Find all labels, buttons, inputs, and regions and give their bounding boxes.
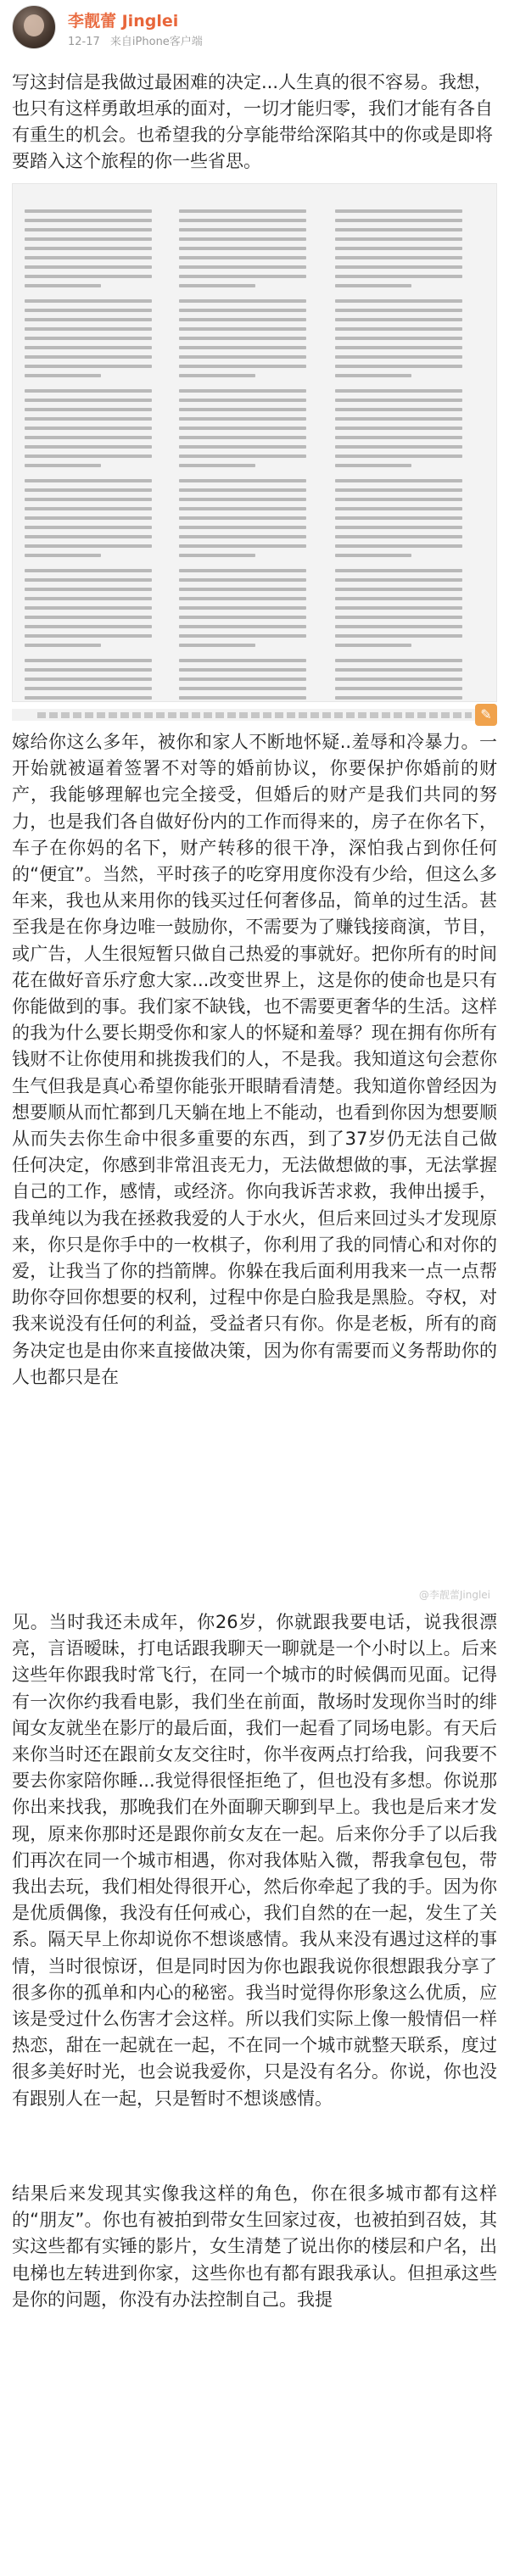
letter-line xyxy=(335,265,462,269)
letter-line xyxy=(25,228,152,231)
letter-line xyxy=(25,644,101,647)
letter-line xyxy=(25,625,152,628)
letter-line xyxy=(335,374,411,377)
letter-line xyxy=(179,616,306,619)
letter-line xyxy=(25,436,152,439)
letter-line xyxy=(335,219,462,222)
letter-line xyxy=(179,209,306,213)
letter-line xyxy=(179,256,306,259)
letter-line xyxy=(179,436,306,439)
letter-line xyxy=(335,644,411,647)
letter-line xyxy=(179,365,306,368)
letter-line xyxy=(179,299,306,303)
image-divider xyxy=(12,702,497,729)
letter-line xyxy=(25,374,101,377)
letter-line xyxy=(25,578,152,582)
letter-line xyxy=(25,219,152,222)
letter-line xyxy=(179,526,306,529)
letter-line xyxy=(335,687,462,690)
letter-line xyxy=(25,498,152,501)
letter-line xyxy=(335,355,462,359)
letter-line xyxy=(335,677,462,681)
letter-line xyxy=(25,569,152,572)
letter-line xyxy=(179,535,306,538)
letter-line xyxy=(25,417,152,421)
letter-line xyxy=(179,516,306,520)
letter-line xyxy=(25,588,152,591)
letter-line xyxy=(179,399,306,402)
letter-line xyxy=(335,544,462,548)
letter-line xyxy=(25,687,152,690)
user-name[interactable]: 李靓蕾 Jinglei xyxy=(68,12,179,31)
letter-line xyxy=(25,479,152,482)
letter-line xyxy=(179,427,306,430)
letter-line xyxy=(25,454,152,458)
letter-line xyxy=(179,597,306,600)
letter-line xyxy=(179,327,306,331)
letter-line xyxy=(335,299,462,303)
letter-line xyxy=(179,284,255,287)
letter-line xyxy=(179,578,306,582)
letter-line xyxy=(179,318,306,321)
letter-line xyxy=(179,374,255,377)
letter-line xyxy=(25,346,152,349)
watermark: @李靓蕾Jinglei xyxy=(418,1589,490,1601)
letter-line xyxy=(25,327,152,331)
letter-line xyxy=(25,606,152,610)
letter-line xyxy=(179,479,306,482)
letter-line xyxy=(335,507,462,510)
letter-line xyxy=(25,309,152,312)
letter-line xyxy=(179,606,306,610)
letter-column xyxy=(179,209,306,702)
letter-line xyxy=(25,507,152,510)
letter-line xyxy=(25,408,152,411)
letter-line xyxy=(179,507,306,510)
letter-line xyxy=(335,616,462,619)
letter-line xyxy=(25,535,152,538)
letter-column xyxy=(25,209,152,702)
letter-line xyxy=(25,445,152,449)
letter-line xyxy=(179,687,306,690)
letter-line xyxy=(179,346,306,349)
letter-line xyxy=(25,247,152,250)
letter-line xyxy=(25,488,152,492)
letter-line xyxy=(335,417,462,421)
letter-line xyxy=(179,237,306,241)
letter-line xyxy=(179,355,306,359)
paragraph-3: 结果后来发现其实像我这样的角色，你在很多城市都有这样的“朋友”。你也有被拍到带女生回家过夜，也被拍到召妓，其实这些都有实锤的影片，女生清楚了说出你的楼层和户名，出电梯也左转进到你家，这些你也有都有跟我承认。但担承这些是你的问题，你没有办法控制自己。我提 xyxy=(12,2183,497,2310)
letter-line xyxy=(179,389,306,393)
letter-line xyxy=(335,554,411,557)
letter-line xyxy=(179,228,306,231)
letter-line xyxy=(25,399,152,402)
letter-line xyxy=(179,219,306,222)
post-date: 12-17 xyxy=(68,36,100,48)
letter-line xyxy=(335,237,462,241)
letter-line xyxy=(25,284,101,287)
letter-line xyxy=(25,427,152,430)
letter-line xyxy=(335,498,462,501)
letter-line xyxy=(335,445,462,449)
letter-line xyxy=(25,464,101,467)
letter-line xyxy=(335,696,462,700)
letter-line xyxy=(25,299,152,303)
letter-line xyxy=(179,309,306,312)
letter-line xyxy=(25,668,152,672)
letter-line xyxy=(335,516,462,520)
letter-line xyxy=(335,284,411,287)
letter-line xyxy=(335,275,462,278)
letter-line xyxy=(25,389,152,393)
letter-line xyxy=(335,247,462,250)
letter-line xyxy=(25,696,152,700)
post-header xyxy=(0,0,509,64)
letter-line xyxy=(179,488,306,492)
letter-line xyxy=(179,677,306,681)
letter-line xyxy=(335,256,462,259)
paragraph-2: 见。当时我还未成年，你26岁，你就跟我要电话，说我很漂亮，言语暧昧，打电话跟我聊天一聊就是一个小时以上。后来这些年你跟我时常飞行，在同一个城市的时候偶而见面。记得有一次你约我看电影，我们坐在前面，散场时发现你当时的绯闻女友就坐在影厅的最后面，我们一起看了同场电影。有天后来你当时还在跟前女友交往时，你半夜两点打给我，问我要不要去你家陪你睡...我觉得很怪拒绝了，但也没有多想。你说那你出来找我，那晚我们在外面聊天聊到早上。我也是后来才发现，原来你那时还是跟你前女友在一起。后来你分手了以后我们再次在同一个城市相遇，你对我体贴入微，帮我拿包包，带我出去玩，我们相处得很开心，然后你牵起了我的手。因为你是优质偶像，我没有任何戒心，我们自然的在一起，发生了关系。隔天早上你却说你不想谈感情。我从来没有遇过这样的事情，当时很惊讶，但是同时因为你也跟我说你很想跟我分享了很多你的孤单和内心的秘密。我当时觉得你形象这么优质，应该是受过什么伤害才会这样。所以我们实际上像一般情侣一样热恋，甜在一起就在一起，不在同一个城市就整天联系，度过很多美好时光，也会说我爱你，只是没有名分。你说，你也没有跟别人在一起，只是暂时不想谈感情。 xyxy=(12,1612,497,2109)
letter-line xyxy=(179,696,306,700)
letter-line xyxy=(179,544,306,548)
letter-line xyxy=(335,597,462,600)
letter-line xyxy=(179,588,306,591)
letter-line xyxy=(335,634,462,638)
letter-line xyxy=(25,275,152,278)
letter-line xyxy=(25,677,152,681)
avatar[interactable] xyxy=(12,5,56,49)
letter-line xyxy=(179,625,306,628)
letter-column xyxy=(335,209,462,702)
letter-line xyxy=(335,588,462,591)
letter-line xyxy=(25,365,152,368)
letter-line xyxy=(25,256,152,259)
paragraph-1: 嫁给你这么多年，被你和家人不断地怀疑..羞辱和冷暴力。一开始就被逼着签署不对等的婚前协议，你要保护你婚前的财产，我能够理解也完全接受，但婚后的财产是我们共同的努力，也是我们各自做好份内的工作而得来的，房子在你名下，车子在你妈的名下，财产转移的很干净，深怕我占到你任何的“便宜”。当然，平时孩子的吃穿用度你没有少给，但这么多年来，我也从来用你的钱买过任何奢侈品，简单的过生活。甚至我是在你身边唯一鼓励你，不需要为了赚钱接商演，节目，或广告，人生很短暂只做自己热爱的事就好。把你所有的时间花在做好音乐疗愈大家...改变世界上，这是你的使命也是只有你能做到的事。我们家不缺钱，也不需要更奢华的生活。这样的我为什么要长期受你和家人的怀疑和羞辱？现在拥有你所有钱财不让你使用和挑拨我们的人，不是我。我知道这句会惹你生气但我是真心希望你能张开眼睛看清楚。我知道你曾经因为想要顺从而忙都到几天躺在地上不能动，也看到你因为想要顺从而失去你生命中很多重要的东西，到了37岁仍无法自己做任何决定，你感到非常沮丧无力，无法做想做的事，无法掌握自己的工作，感情，或经济。你向我诉苦求救，我伸出援手，我单纯以为我在拯救我爱的人于水火，但后来回过头才发现原来，你只是你手中的一枚棋子，你利用了我的同情心和对你的爱，让我当了你的挡箭牌。你躲在我后面利用我来一点一点帮助你夺回你想要的权利，过程中你是白脸我是黑脸。夺权，对我来说没有任何的利益，受益者只有你。你是老板，所有的商务决定也是由你来直接做决策，因为你有需要而义务帮助你的人也都只是在 xyxy=(12,732,497,1387)
letter-line xyxy=(179,417,306,421)
letter-line xyxy=(335,327,462,331)
letter-line xyxy=(179,408,306,411)
letter-line xyxy=(335,488,462,492)
letter-line xyxy=(335,454,462,458)
letter-line xyxy=(335,606,462,610)
letter-line xyxy=(25,554,101,557)
letter-line xyxy=(335,535,462,538)
letter-line xyxy=(335,659,462,662)
letter-line xyxy=(335,436,462,439)
letter-line xyxy=(25,318,152,321)
letter-line xyxy=(25,616,152,619)
letter-line xyxy=(335,668,462,672)
letter-line xyxy=(179,644,255,647)
letter-line xyxy=(179,498,306,501)
letter-line xyxy=(179,554,255,557)
letter-line xyxy=(25,237,152,241)
post-meta xyxy=(68,32,210,48)
letter-line xyxy=(179,265,306,269)
letter-line xyxy=(179,464,255,467)
letter-line xyxy=(335,318,462,321)
letter-line xyxy=(179,634,306,638)
letter-line xyxy=(179,668,306,672)
letter-line xyxy=(25,337,152,340)
letter-line xyxy=(179,445,306,449)
letter-line xyxy=(335,309,462,312)
letter-line xyxy=(25,597,152,600)
letter-line xyxy=(335,337,462,340)
letter-line xyxy=(335,578,462,582)
letter-line xyxy=(335,526,462,529)
letter-line xyxy=(179,454,306,458)
letter-line xyxy=(25,544,152,548)
letter-line xyxy=(179,275,306,278)
letter-line xyxy=(335,479,462,482)
letter-image[interactable] xyxy=(12,183,497,702)
letter-line xyxy=(25,516,152,520)
letter-line xyxy=(335,625,462,628)
letter-line xyxy=(335,464,411,467)
letter-line xyxy=(335,389,462,393)
letter-line xyxy=(335,569,462,572)
intro-text: 写这封信是我做过最困难的决定...人生真的很不容易。我想，也只有这样勇敢坦承的面对，一切才能归零，我们才能有各自有重生的机会。也希望我的分享能带给深陷其中的你或是即将要踏入这个旅程的你一些省思。 xyxy=(12,72,493,171)
letter-line xyxy=(335,346,462,349)
letter-line xyxy=(25,634,152,638)
letter-line xyxy=(25,355,152,359)
letter-line xyxy=(179,337,306,340)
letter-line xyxy=(25,209,152,213)
pen-icon[interactable]: ✎ xyxy=(475,704,497,726)
letter-line xyxy=(179,247,306,250)
letter-line xyxy=(335,427,462,430)
letter-line xyxy=(25,659,152,662)
letter-line xyxy=(335,399,462,402)
post-source: 来自iPhone客户端 xyxy=(109,36,203,48)
letter-line xyxy=(335,228,462,231)
letter-line xyxy=(25,265,152,269)
letter-line xyxy=(25,526,152,529)
cut-text-strip xyxy=(12,709,497,721)
letter-line xyxy=(179,659,306,662)
letter-line xyxy=(335,365,462,368)
letter-line xyxy=(335,209,462,213)
letter-line xyxy=(179,569,306,572)
letter-line xyxy=(335,408,462,411)
